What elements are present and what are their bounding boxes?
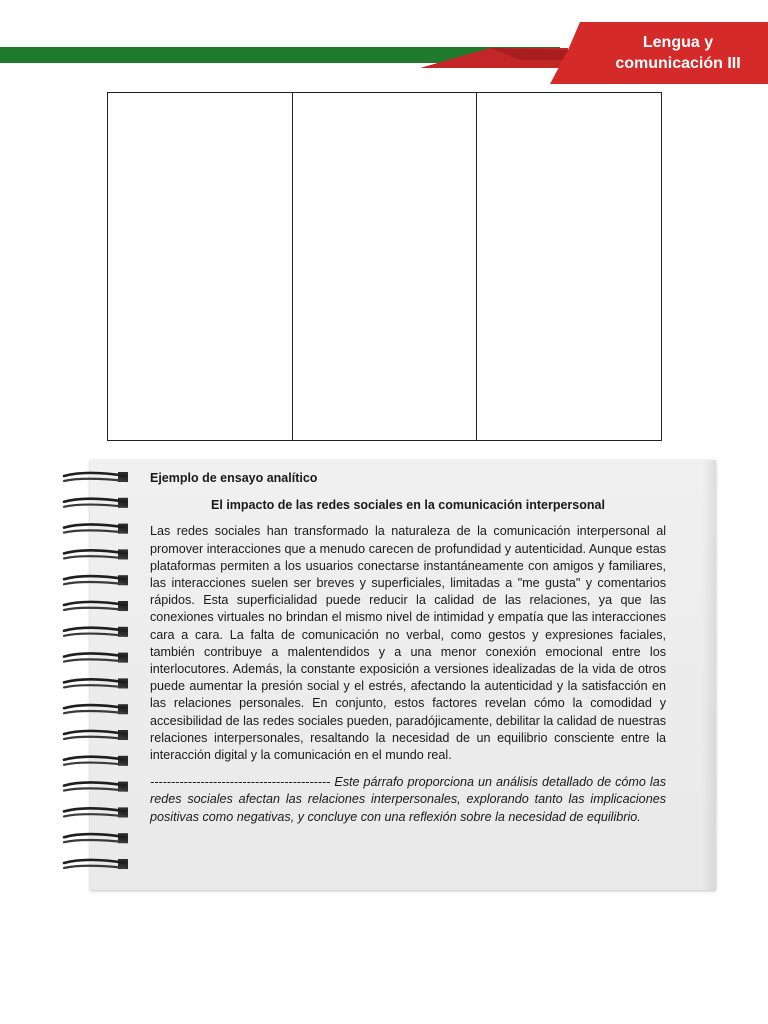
essay-note: ------------------------------------------- Este párrafo proporciona un análisis detallado de cómo las redes sociales afectan las relaciones interpersonales, explorando tanto las implicaciones positivas como negativas, y concluye con una reflexión sobre la necesidad de equilibrio. [150,775,666,824]
essay-body: Las redes sociales han transformado la naturaleza de la comunicación interpersonal al promover interacciones que a menudo carecen de profundidad y autenticidad. Aunque estas plataformas permiten a los usuarios conectarse instantáneamente con amigos y familiares, las interacciones suelen ser breves y superficiales, limitadas a "me gusta" y comentarios rápidos. Esta superficialidad puede reducir la calidad de las relaciones, ya que las conexiones virtuales no brindan el mismo nivel de intimidad y empatía que las interacciones cara a cara. La falta de comunicación no verbal, como gestos y expresiones faciales, también contribuye a malentendidos y a una menor conexión emocional entre los interlocutores. Además, la constante exposición a versiones idealizadas de la vida de otros puede aumentar la presión social y el estrés, afectando la autenticidad y la satisfacción en las relaciones personales. En conjunto, estos factores revelan cómo la comodidad y accesibilidad de las redes sociales pueden, paradójicamente, debilitar la calidad de nuestras relaciones interpersonales, resaltando la necesidad de un equilibrio consciente entre la interacción digital y la comunicación en el mundo real. [150,524,666,763]
subject-badge [568,22,768,84]
spiral-ring [64,575,128,585]
spiral-ring [64,859,128,869]
spiral-ring [64,730,128,740]
spiral-ring [64,678,128,688]
spiral-ring [64,627,128,637]
table-cell-3[interactable] [477,93,662,441]
subject-badge-line2: comunicación III [615,55,741,72]
spiral-ring [64,601,128,611]
table-cell-2[interactable] [292,93,477,441]
essay-title: El impacto de las redes sociales en la comunicación interpersonal [211,498,605,513]
spiral-ring [64,833,128,843]
spiral-ring [64,498,128,508]
spiral-ring [64,704,128,714]
spiral-binding [62,470,132,895]
blank-table [107,92,662,441]
spiral-ring [64,472,128,482]
spiral-ring [64,549,128,559]
subject-badge-line1: Lengua y [642,34,714,51]
spiral-ring [64,653,128,663]
example-label: Ejemplo de ensayo analítico [150,471,318,485]
notebook-content [150,468,666,826]
table-row [108,93,662,441]
table-cell-1[interactable] [108,93,293,441]
spiral-ring [64,756,128,766]
spiral-ring [64,782,128,792]
spiral-ring [64,524,128,534]
spiral-ring [64,807,128,817]
